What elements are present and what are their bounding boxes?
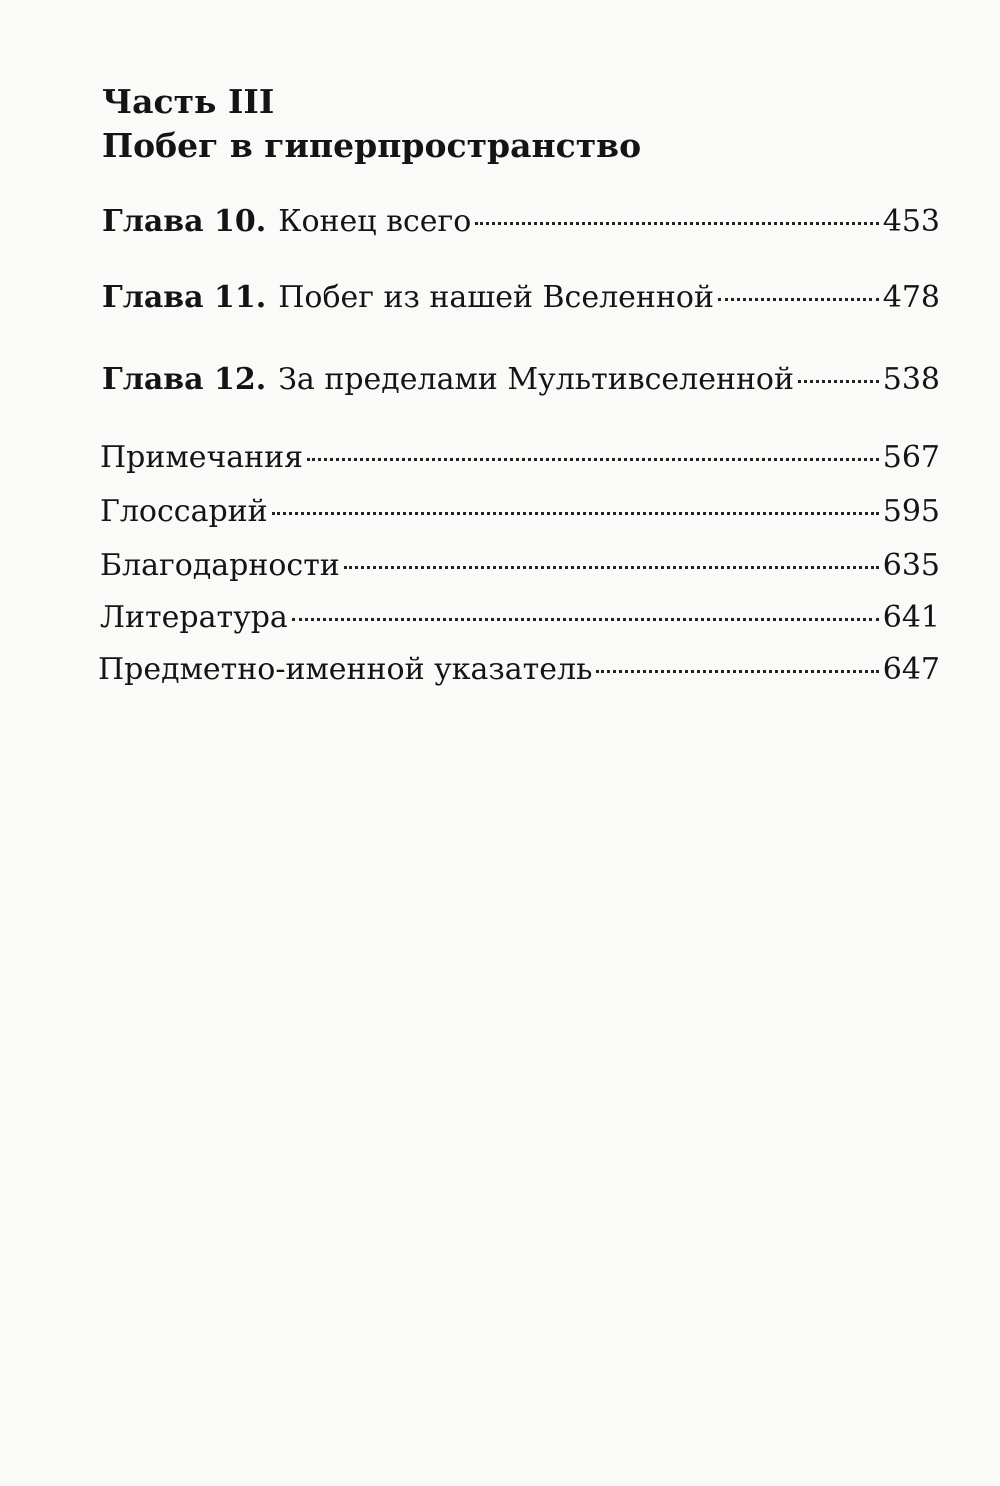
chapter-title: За пределами Мультивселенной [278, 362, 794, 397]
toc-entry-chapter-12 [102, 362, 940, 402]
dot-leader [718, 298, 879, 301]
page-number: 595 [882, 494, 940, 529]
toc-entry-acknowledgments [100, 548, 940, 588]
part-heading [102, 80, 641, 168]
chapter-title: Побег из нашей Вселенной [278, 280, 714, 315]
page-number: 478 [882, 280, 940, 315]
page-number: 567 [882, 440, 940, 475]
part-title: Побег в гиперпространство [102, 126, 642, 165]
toc-entry-index [98, 652, 940, 692]
toc-entry-notes [100, 440, 940, 480]
dot-leader [292, 618, 879, 621]
chapter-label: Глава 12. [102, 362, 267, 397]
toc-entry-glossary [100, 494, 940, 534]
dot-leader [596, 670, 878, 673]
entry-title: Глоссарий [100, 494, 268, 529]
chapter-title: Конец всего [278, 204, 472, 239]
page-number: 453 [882, 204, 940, 239]
chapter-label: Глава 11. [102, 280, 267, 315]
dot-leader [344, 566, 879, 569]
chapter-label: Глава 10. [102, 204, 267, 239]
toc-entry-chapter-10 [102, 204, 940, 244]
entry-title: Литература [100, 600, 288, 635]
dot-leader [272, 512, 879, 515]
entry-title: Примечания [100, 440, 304, 475]
toc-entry-chapter-11 [102, 280, 940, 320]
page-number: 635 [882, 548, 940, 583]
page-number: 538 [882, 362, 940, 397]
entry-title: Благодарности [100, 548, 340, 583]
dot-leader [798, 380, 879, 383]
dot-leader [307, 458, 879, 461]
entry-title: Предметно-именной указатель [98, 652, 593, 687]
toc-entry-literature [100, 600, 940, 640]
page-number: 641 [882, 600, 940, 635]
part-label: Часть III [102, 82, 275, 121]
dot-leader [475, 222, 878, 225]
page-number: 647 [882, 652, 940, 687]
